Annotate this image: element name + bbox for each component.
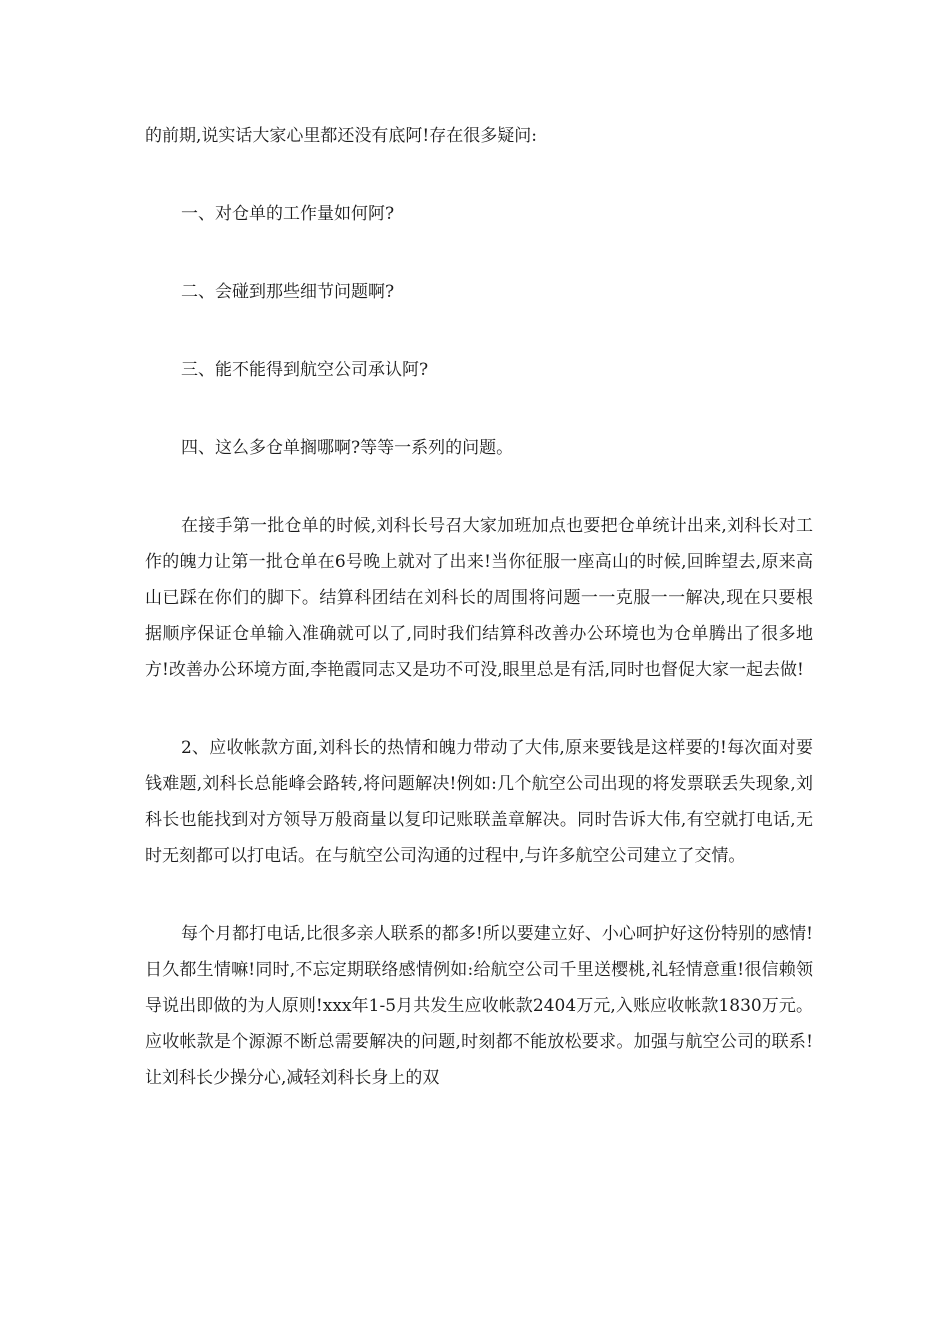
question-two: 二、会碰到那些细节问题啊? — [181, 282, 395, 302]
question-four: 四、这么多仓单搁哪啊?等等一系列的问题。 — [181, 438, 514, 458]
paragraph-monthly-calls: 每个月都打电话,比很多亲人联系的都多!所以要建立好、小心呵护好这份特别的感情!日久都生情嘛!同时,不忘定期联络感情例如:给航空公司千里送樱桃,礼轻情意重!很信赖领导说出即做的为人原则!xxx年1-5月共发生应收帐款2404万元,入账应收帐款1830万元。应收帐款是个源源不断总需要解决的问题,时刻都不能放松要求。加强与航空公司的联系!让刘科长少操分心,减轻刘科长身上的双 — [145, 924, 813, 1088]
paragraph-receivables: 2、应收帐款方面,刘科长的热情和魄力带动了大伟,原来要钱是这样要的!每次面对要钱难题,刘科长总能峰会路转,将问题解决!例如:几个航空公司出现的将发票联丢失现象,刘科长也能找到对方领导万般商量以复印记账联盖章解决。同时告诉大伟,有空就打电话,无时无刻都可以打电话。在与航空公司沟通的过程中,与许多航空公司建立了交情。 — [145, 738, 813, 866]
question-three: 三、能不能得到航空公司承认阿? — [181, 360, 429, 380]
document-body — [145, 118, 813, 1096]
paragraph-intro: 的前期,说实话大家心里都还没有底阿!存在很多疑问: — [145, 126, 537, 146]
question-one: 一、对仓单的工作量如何阿? — [181, 204, 395, 224]
paragraph-warehouse-receipts: 在接手第一批仓单的时候,刘科长号召大家加班加点也要把仓单统计出来,刘科长对工作的魄力让第一批仓单在6号晚上就对了出来!当你征服一座高山的时候,回眸望去,原来高山已踩在你们的脚下。结算科团结在刘科长的周围将问题一一克服一一解决,现在只要根据顺序保证仓单输入准确就可以了,同时我们结算科改善办公环境也为仓单腾出了很多地方!改善办公环境方面,李艳霞同志又是功不可没,眼里总是有活,同时也督促大家一起去做! — [145, 516, 813, 680]
